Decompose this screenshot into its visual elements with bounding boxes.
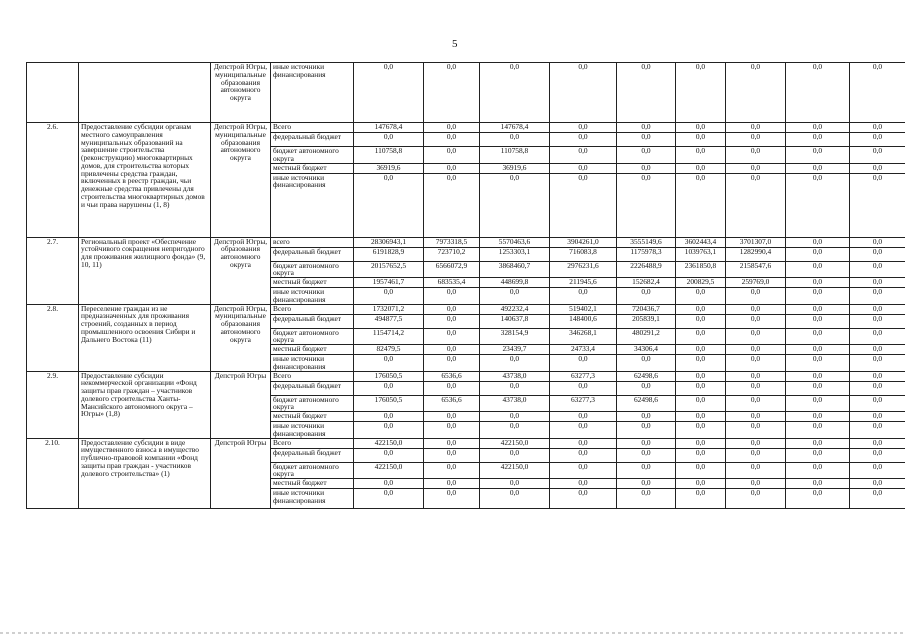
amount-cell: 0,0 <box>726 63 786 123</box>
amount-cell: 0,0 <box>480 355 550 372</box>
amount-cell: 2976231,6 <box>550 261 617 278</box>
amount-cell: 110758,8 <box>480 147 550 164</box>
amount-cell: 0,0 <box>850 489 905 509</box>
amount-cell: 0,0 <box>726 395 786 412</box>
amount-cell: 205839,1 <box>617 314 676 328</box>
amount-cell: 0,0 <box>850 63 905 123</box>
amount-cell: 0,0 <box>617 355 676 372</box>
amount-cell: 0,0 <box>786 371 850 381</box>
amount-cell: 3904261,0 <box>550 237 617 247</box>
amount-cell: 0,0 <box>550 489 617 509</box>
funding-source: местный бюджет <box>271 278 354 288</box>
amount-cell: 0,0 <box>676 422 726 439</box>
amount-cell: 0,0 <box>550 355 617 372</box>
amount-cell: 0,0 <box>354 422 424 439</box>
funding-source: бюджет автономного округа <box>271 395 354 412</box>
amount-cell: 0,0 <box>550 412 617 422</box>
amount-cell: 0,0 <box>726 304 786 314</box>
amount-cell: 3868460,7 <box>480 261 550 278</box>
amount-cell: 0,0 <box>850 422 905 439</box>
amount-cell: 0,0 <box>726 173 786 237</box>
amount-cell: 0,0 <box>424 381 480 395</box>
amount-cell: 0,0 <box>424 412 480 422</box>
amount-cell: 1253303,1 <box>480 247 550 261</box>
amount-cell: 0,0 <box>786 247 850 261</box>
amount-cell: 0,0 <box>850 247 905 261</box>
funding-source: бюджет автономного округа <box>271 462 354 479</box>
amount-cell: 0,0 <box>480 133 550 147</box>
amount-cell: 0,0 <box>617 147 676 164</box>
table-row <box>27 438 905 448</box>
page-number: 5 <box>452 38 458 50</box>
funding-source: бюджет автономного округа <box>271 261 354 278</box>
amount-cell: 494877,5 <box>354 314 424 328</box>
amount-cell: 0,0 <box>424 304 480 314</box>
amount-cell: 0,0 <box>786 163 850 173</box>
amount-cell: 0,0 <box>480 288 550 305</box>
amount-cell: 0,0 <box>480 489 550 509</box>
amount-cell: 0,0 <box>786 261 850 278</box>
item-executor: Депстрой Югры, муниципальные образования автономного округа <box>211 304 271 371</box>
amount-cell: 82479,5 <box>354 345 424 355</box>
amount-cell: 723710,2 <box>424 247 480 261</box>
amount-cell: 63277,3 <box>550 371 617 381</box>
amount-cell: 0,0 <box>726 147 786 164</box>
amount-cell: 519402,1 <box>550 304 617 314</box>
amount-cell: 5570463,6 <box>480 237 550 247</box>
amount-cell: 0,0 <box>726 345 786 355</box>
amount-cell: 0,0 <box>617 63 676 123</box>
amount-cell: 0,0 <box>786 422 850 439</box>
funding-source: федеральный бюджет <box>271 448 354 462</box>
amount-cell: 0,0 <box>676 489 726 509</box>
amount-cell: 0,0 <box>424 462 480 479</box>
amount-cell: 1732071,2 <box>354 304 424 314</box>
amount-cell: 0,0 <box>617 489 676 509</box>
amount-cell: 0,0 <box>676 163 726 173</box>
amount-cell: 43738,0 <box>480 395 550 412</box>
amount-cell: 7973318,5 <box>424 237 480 247</box>
amount-cell: 0,0 <box>676 147 726 164</box>
amount-cell: 346268,1 <box>550 328 617 345</box>
amount-cell: 0,0 <box>617 288 676 305</box>
amount-cell: 0,0 <box>424 489 480 509</box>
amount-cell: 0,0 <box>354 381 424 395</box>
amount-cell: 0,0 <box>676 395 726 412</box>
funding-source: местный бюджет <box>271 163 354 173</box>
amount-cell: 0,0 <box>726 462 786 479</box>
item-number: 2.8. <box>27 304 79 371</box>
amount-cell: 43738,0 <box>480 371 550 381</box>
amount-cell: 36919,6 <box>480 163 550 173</box>
amount-cell: 3602443,4 <box>676 237 726 247</box>
amount-cell: 6536,6 <box>424 371 480 381</box>
amount-cell: 0,0 <box>850 304 905 314</box>
amount-cell: 683535,4 <box>424 278 480 288</box>
amount-cell: 0,0 <box>617 438 676 448</box>
amount-cell: 148400,6 <box>550 314 617 328</box>
amount-cell: 0,0 <box>676 438 726 448</box>
amount-cell: 328154,9 <box>480 328 550 345</box>
amount-cell: 36919,6 <box>354 163 424 173</box>
amount-cell: 1957461,7 <box>354 278 424 288</box>
amount-cell: 0,0 <box>786 147 850 164</box>
item-number: 2.6. <box>27 123 79 238</box>
amount-cell: 110758,8 <box>354 147 424 164</box>
amount-cell: 0,0 <box>726 489 786 509</box>
funding-source: бюджет автономного округа <box>271 328 354 345</box>
amount-cell: 0,0 <box>354 63 424 123</box>
amount-cell: 34306,4 <box>617 345 676 355</box>
amount-cell: 0,0 <box>424 147 480 164</box>
amount-cell: 0,0 <box>786 381 850 395</box>
amount-cell: 0,0 <box>850 173 905 237</box>
amount-cell: 0,0 <box>424 63 480 123</box>
amount-cell: 0,0 <box>676 314 726 328</box>
amount-cell: 24733,4 <box>550 345 617 355</box>
funding-source: иные источники финансирования <box>271 422 354 439</box>
amount-cell: 23439,7 <box>480 345 550 355</box>
table-row <box>27 237 905 247</box>
amount-cell: 0,0 <box>676 133 726 147</box>
table-row <box>27 371 905 381</box>
item-name: Переселение граждан из не предназначенных для проживания строений, созданных в период промышленного освоения Сибири и Дальнего Востока (11) <box>79 304 211 371</box>
amount-cell: 0,0 <box>676 345 726 355</box>
amount-cell: 0,0 <box>424 163 480 173</box>
amount-cell: 0,0 <box>850 314 905 328</box>
amount-cell: 0,0 <box>786 314 850 328</box>
amount-cell: 0,0 <box>786 133 850 147</box>
amount-cell: 0,0 <box>850 288 905 305</box>
amount-cell: 448699,8 <box>480 278 550 288</box>
amount-cell: 6566072,9 <box>424 261 480 278</box>
amount-cell: 0,0 <box>676 448 726 462</box>
amount-cell: 0,0 <box>676 63 726 123</box>
amount-cell: 0,0 <box>786 304 850 314</box>
amount-cell: 0,0 <box>850 462 905 479</box>
amount-cell: 0,0 <box>550 147 617 164</box>
amount-cell: 0,0 <box>726 412 786 422</box>
amount-cell: 0,0 <box>786 479 850 489</box>
funding-source: иные источники финансирования <box>271 489 354 509</box>
item-name: Предоставление субсидии некоммерческой организации «Фонд защиты прав граждан – участников долевого строительства Ханты-Мансийского автономного округа – Югры» (1,8) <box>79 371 211 438</box>
table-body <box>27 63 905 509</box>
amount-cell: 0,0 <box>550 448 617 462</box>
amount-cell: 422150,0 <box>354 462 424 479</box>
amount-cell: 0,0 <box>480 412 550 422</box>
amount-cell: 200829,5 <box>676 278 726 288</box>
amount-cell: 62498,6 <box>617 395 676 412</box>
amount-cell: 0,0 <box>617 422 676 439</box>
amount-cell: 0,0 <box>424 438 480 448</box>
amount-cell: 3701307,0 <box>726 237 786 247</box>
amount-cell: 422150,0 <box>480 438 550 448</box>
amount-cell: 0,0 <box>726 438 786 448</box>
amount-cell: 0,0 <box>676 123 726 133</box>
amount-cell: 0,0 <box>617 448 676 462</box>
table-row <box>27 63 905 123</box>
item-number: 2.9. <box>27 371 79 438</box>
amount-cell: 0,0 <box>786 462 850 479</box>
amount-cell: 0,0 <box>850 438 905 448</box>
amount-cell: 0,0 <box>786 173 850 237</box>
amount-cell: 0,0 <box>850 133 905 147</box>
amount-cell: 1039763,1 <box>676 247 726 261</box>
amount-cell: 0,0 <box>424 422 480 439</box>
funding-table <box>26 62 905 509</box>
item-name: Предоставление субсидии органам местного самоуправления муниципальных образований на завершение строительства (реконструкцию) многоквартирных домов, для строительства которых привлечены средства граждан, включенных в реестр граждан, чьи денежные средства привлечены для строительства многоквартирных домов и чьи права нарушены (1, 8) <box>79 123 211 238</box>
amount-cell: 0,0 <box>676 381 726 395</box>
amount-cell: 0,0 <box>550 422 617 439</box>
amount-cell: 0,0 <box>786 237 850 247</box>
amount-cell: 0,0 <box>726 328 786 345</box>
amount-cell: 0,0 <box>676 288 726 305</box>
amount-cell: 0,0 <box>850 345 905 355</box>
amount-cell: 259769,0 <box>726 278 786 288</box>
amount-cell: 0,0 <box>550 479 617 489</box>
amount-cell: 0,0 <box>786 412 850 422</box>
amount-cell: 720436,7 <box>617 304 676 314</box>
amount-cell: 0,0 <box>424 288 480 305</box>
amount-cell: 0,0 <box>354 448 424 462</box>
amount-cell: 0,0 <box>726 133 786 147</box>
amount-cell: 0,0 <box>786 448 850 462</box>
amount-cell: 0,0 <box>424 345 480 355</box>
amount-cell: 492232,4 <box>480 304 550 314</box>
amount-cell: 0,0 <box>550 163 617 173</box>
funding-source: федеральный бюджет <box>271 133 354 147</box>
amount-cell: 0,0 <box>676 355 726 372</box>
amount-cell: 0,0 <box>354 489 424 509</box>
amount-cell: 147678,4 <box>354 123 424 133</box>
amount-cell: 0,0 <box>850 123 905 133</box>
funding-source: Всего <box>271 123 354 133</box>
amount-cell: 0,0 <box>850 237 905 247</box>
funding-source: иные источники финансирования <box>271 288 354 305</box>
table-row <box>27 304 905 314</box>
funding-source: иные источники финансирования <box>271 173 354 237</box>
amount-cell: 0,0 <box>676 304 726 314</box>
amount-cell: 0,0 <box>850 448 905 462</box>
funding-source: всего <box>271 237 354 247</box>
amount-cell: 0,0 <box>676 462 726 479</box>
item-name: Региональный проект «Обеспечение устойчивого сокращения непригодного для проживания жилищного фонда» (9, 10, 11) <box>79 237 211 304</box>
amount-cell: 3555149,6 <box>617 237 676 247</box>
funding-source: бюджет автономного округа <box>271 147 354 164</box>
funding-source: местный бюджет <box>271 345 354 355</box>
amount-cell: 0,0 <box>726 479 786 489</box>
amount-cell: 0,0 <box>354 288 424 305</box>
funding-source: Всего <box>271 304 354 314</box>
amount-cell: 0,0 <box>424 479 480 489</box>
item-name: Предоставление субсидии в виде имущественного взноса в имущество публично-правовой компании «Фонд защиты прав граждан - участников долевого строительства» (1) <box>79 438 211 509</box>
amount-cell: 0,0 <box>726 448 786 462</box>
amount-cell: 716083,8 <box>550 247 617 261</box>
amount-cell: 0,0 <box>786 345 850 355</box>
amount-cell: 0,0 <box>786 355 850 372</box>
amount-cell: 422150,0 <box>354 438 424 448</box>
amount-cell: 0,0 <box>786 328 850 345</box>
amount-cell: 0,0 <box>480 63 550 123</box>
amount-cell: 0,0 <box>726 422 786 439</box>
amount-cell: 0,0 <box>617 163 676 173</box>
amount-cell: 0,0 <box>354 173 424 237</box>
amount-cell: 20157652,5 <box>354 261 424 278</box>
funding-source: иные источники финансирования <box>271 63 354 123</box>
amount-cell: 0,0 <box>850 355 905 372</box>
amount-cell: 0,0 <box>550 133 617 147</box>
funding-source: федеральный бюджет <box>271 247 354 261</box>
funding-source: Всего <box>271 371 354 381</box>
funding-source: местный бюджет <box>271 479 354 489</box>
item-executor: Депстрой Югры <box>211 371 271 438</box>
item-number <box>27 63 79 123</box>
amount-cell: 0,0 <box>480 173 550 237</box>
scan-artifact-line <box>0 632 905 634</box>
item-executor: Депстрой Югры, муниципальные образования автономного округа <box>211 123 271 238</box>
amount-cell: 0,0 <box>480 448 550 462</box>
amount-cell: 0,0 <box>726 371 786 381</box>
amount-cell: 211945,6 <box>550 278 617 288</box>
amount-cell: 0,0 <box>850 278 905 288</box>
amount-cell: 0,0 <box>850 479 905 489</box>
amount-cell: 0,0 <box>726 314 786 328</box>
amount-cell: 1175978,3 <box>617 247 676 261</box>
amount-cell: 422150,0 <box>480 462 550 479</box>
amount-cell: 0,0 <box>786 438 850 448</box>
amount-cell: 0,0 <box>617 412 676 422</box>
amount-cell: 2158547,6 <box>726 261 786 278</box>
amount-cell: 0,0 <box>480 422 550 439</box>
amount-cell: 0,0 <box>550 381 617 395</box>
amount-cell: 0,0 <box>850 147 905 164</box>
amount-cell: 0,0 <box>424 448 480 462</box>
amount-cell: 0,0 <box>550 123 617 133</box>
amount-cell: 0,0 <box>424 328 480 345</box>
amount-cell: 0,0 <box>726 381 786 395</box>
amount-cell: 147678,4 <box>480 123 550 133</box>
amount-cell: 0,0 <box>550 288 617 305</box>
item-executor: Депстрой Югры, образования автономного округа <box>211 237 271 304</box>
amount-cell: 0,0 <box>726 123 786 133</box>
amount-cell: 0,0 <box>424 173 480 237</box>
amount-cell: 0,0 <box>354 355 424 372</box>
amount-cell: 0,0 <box>550 438 617 448</box>
amount-cell: 0,0 <box>617 479 676 489</box>
amount-cell: 0,0 <box>786 489 850 509</box>
funding-source: федеральный бюджет <box>271 314 354 328</box>
amount-cell: 0,0 <box>550 462 617 479</box>
amount-cell: 0,0 <box>480 381 550 395</box>
amount-cell: 0,0 <box>850 163 905 173</box>
amount-cell: 0,0 <box>850 381 905 395</box>
funding-source: местный бюджет <box>271 412 354 422</box>
amount-cell: 0,0 <box>550 63 617 123</box>
amount-cell: 0,0 <box>617 123 676 133</box>
amount-cell: 152682,4 <box>617 278 676 288</box>
item-executor: Депстрой Югры, муниципальные образования автономного округа <box>211 63 271 123</box>
amount-cell: 0,0 <box>676 328 726 345</box>
amount-cell: 0,0 <box>676 412 726 422</box>
amount-cell: 1282990,4 <box>726 247 786 261</box>
amount-cell: 0,0 <box>786 395 850 412</box>
amount-cell: 0,0 <box>676 371 726 381</box>
amount-cell: 62498,6 <box>617 371 676 381</box>
amount-cell: 0,0 <box>480 479 550 489</box>
amount-cell: 63277,3 <box>550 395 617 412</box>
amount-cell: 0,0 <box>424 133 480 147</box>
amount-cell: 0,0 <box>354 479 424 489</box>
amount-cell: 0,0 <box>424 355 480 372</box>
amount-cell: 0,0 <box>354 412 424 422</box>
amount-cell: 2361850,8 <box>676 261 726 278</box>
amount-cell: 0,0 <box>617 462 676 479</box>
item-number: 2.10. <box>27 438 79 509</box>
amount-cell: 6191828,9 <box>354 247 424 261</box>
amount-cell: 176050,5 <box>354 371 424 381</box>
amount-cell: 0,0 <box>786 123 850 133</box>
amount-cell: 0,0 <box>617 381 676 395</box>
funding-source: иные источники финансирования <box>271 355 354 372</box>
amount-cell: 0,0 <box>786 288 850 305</box>
amount-cell: 480291,2 <box>617 328 676 345</box>
amount-cell: 0,0 <box>354 133 424 147</box>
amount-cell: 0,0 <box>726 288 786 305</box>
item-number: 2.7. <box>27 237 79 304</box>
funding-source: Всего <box>271 438 354 448</box>
amount-cell: 0,0 <box>676 173 726 237</box>
item-executor: Депстрой Югры <box>211 438 271 509</box>
amount-cell: 0,0 <box>726 355 786 372</box>
amount-cell: 140637,8 <box>480 314 550 328</box>
amount-cell: 0,0 <box>424 314 480 328</box>
amount-cell: 0,0 <box>850 261 905 278</box>
amount-cell: 6536,6 <box>424 395 480 412</box>
amount-cell: 0,0 <box>850 328 905 345</box>
amount-cell: 1154714,2 <box>354 328 424 345</box>
amount-cell: 0,0 <box>550 173 617 237</box>
amount-cell: 0,0 <box>424 123 480 133</box>
amount-cell: 0,0 <box>850 395 905 412</box>
amount-cell: 0,0 <box>617 173 676 237</box>
funding-source: федеральный бюджет <box>271 381 354 395</box>
amount-cell: 0,0 <box>726 163 786 173</box>
amount-cell: 0,0 <box>850 412 905 422</box>
amount-cell: 0,0 <box>786 278 850 288</box>
amount-cell: 176050,5 <box>354 395 424 412</box>
amount-cell: 0,0 <box>617 133 676 147</box>
amount-cell: 28306943,1 <box>354 237 424 247</box>
amount-cell: 2226488,9 <box>617 261 676 278</box>
amount-cell: 0,0 <box>786 63 850 123</box>
amount-cell: 0,0 <box>676 479 726 489</box>
item-name <box>79 63 211 123</box>
table-row <box>27 123 905 133</box>
amount-cell: 0,0 <box>850 371 905 381</box>
